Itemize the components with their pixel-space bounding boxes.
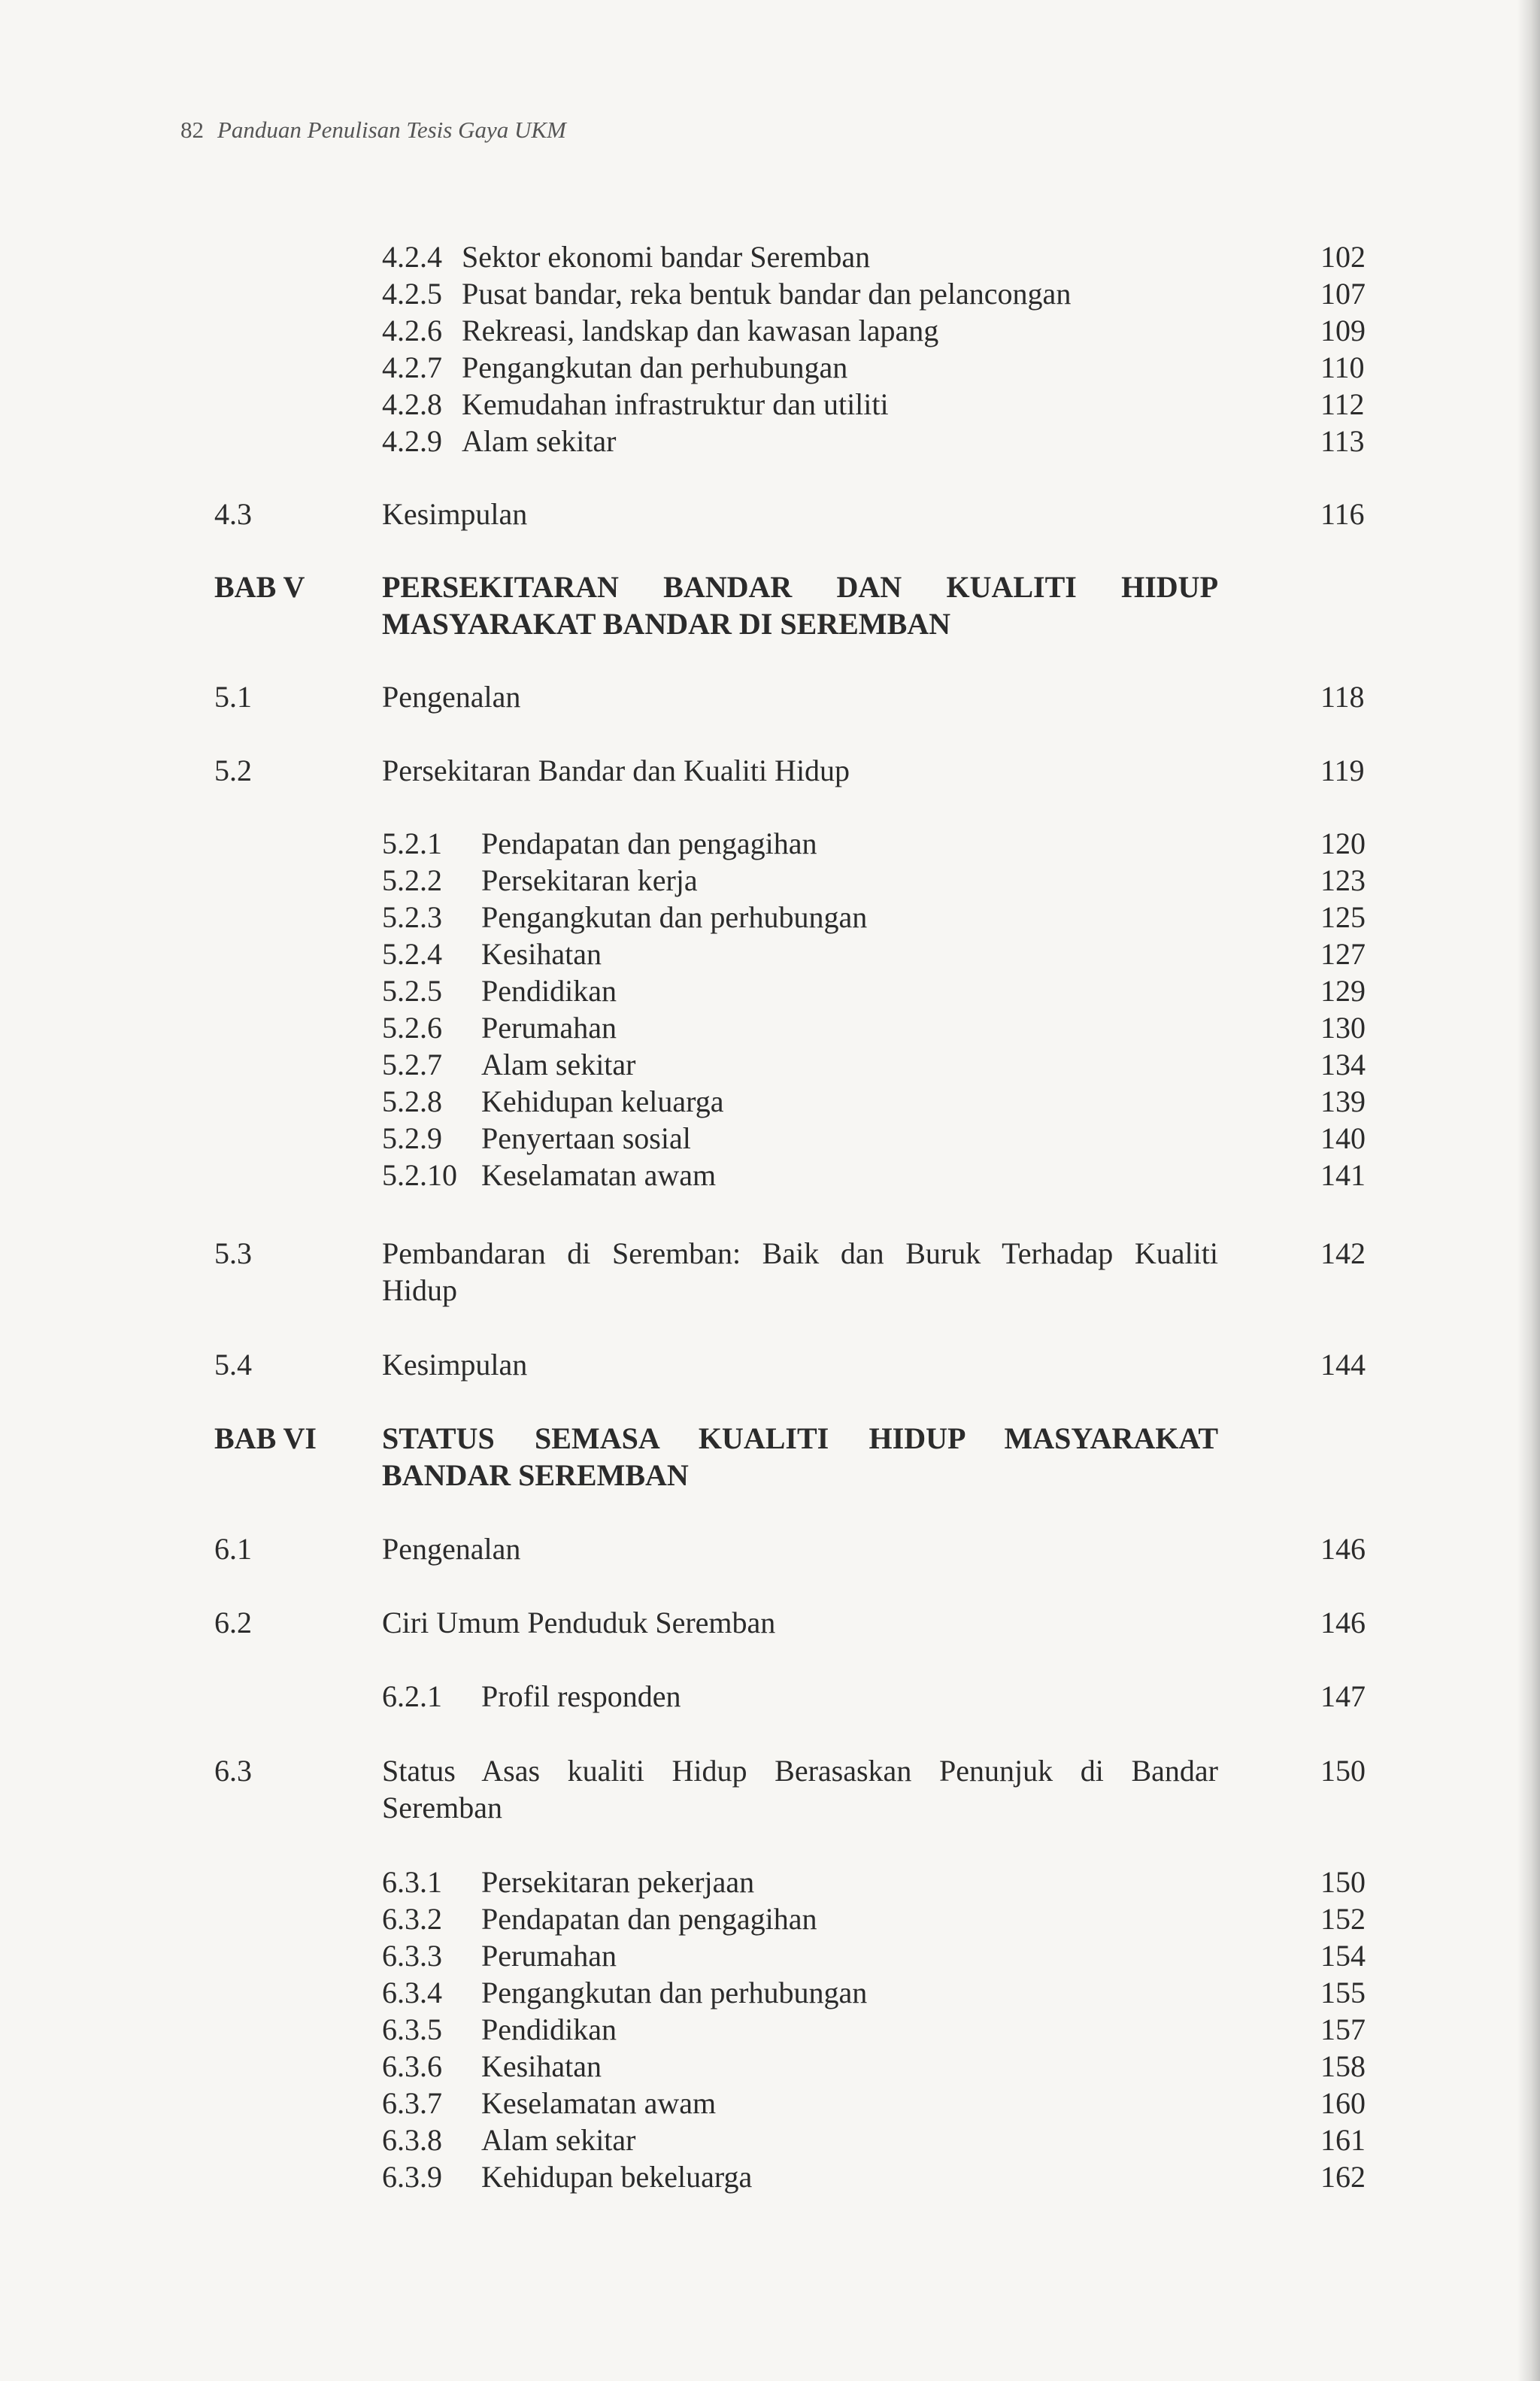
toc-entry-title: Pengangkutan dan perhubungan — [462, 350, 848, 384]
toc-section-page: 150 — [1320, 1754, 1366, 1788]
toc-chapter-title-line2: MASYARAKAT BANDAR DI SEREMBAN — [382, 607, 951, 641]
header-page-number: 82 — [180, 117, 204, 143]
toc-section-page: 144 — [1320, 1348, 1366, 1382]
toc-section-number: 6.2 — [214, 1606, 252, 1639]
toc-entry-number: 4.2.4 — [382, 240, 442, 274]
toc-entry-number: 6.3.7 — [382, 2086, 442, 2120]
toc-entry-page: 160 — [1320, 2086, 1366, 2120]
toc-entry-page: 125 — [1320, 900, 1366, 934]
toc-section-page: 116 — [1320, 497, 1365, 531]
toc-entry-title: Profil responden — [481, 1679, 681, 1713]
toc-entry-number: 5.2.3 — [382, 900, 442, 934]
toc-section-number: 6.3 — [214, 1754, 252, 1788]
toc-section-title: Persekitaran Bandar dan Kualiti Hidup — [382, 754, 850, 787]
toc-entry-number: 6.3.3 — [382, 1939, 442, 1973]
toc-entry-title: Pengangkutan dan perhubungan — [481, 1976, 868, 2009]
toc-entry-page: 141 — [1320, 1158, 1366, 1192]
toc-entry-number: 6.3.8 — [382, 2123, 442, 2157]
toc-entry-page: 162 — [1320, 2160, 1366, 2194]
toc-entry-title: Keselamatan awam — [481, 1158, 717, 1192]
toc-entry-number: 6.3.6 — [382, 2049, 442, 2083]
toc-entry-page: 157 — [1320, 2012, 1366, 2046]
toc-section-title: Kesimpulan — [382, 497, 528, 531]
toc-entry-page: 139 — [1320, 1084, 1366, 1118]
toc-chapter-number: BAB V — [214, 570, 305, 604]
toc-entry-page: 113 — [1320, 424, 1365, 458]
toc-entry-title: Kesihatan — [481, 937, 602, 971]
toc-entry-page: 107 — [1320, 277, 1366, 311]
toc-entry-title: Penyertaan sosial — [481, 1121, 691, 1155]
toc-entry-page: 123 — [1320, 863, 1366, 897]
toc-chapter-title-line2: BANDAR SEREMBAN — [382, 1458, 689, 1492]
toc-section-title-line1: Status Asas kualiti Hidup Berasaskan Penunjuk di Bandar — [382, 1754, 1218, 1788]
toc-entry-title: Persekitaran pekerjaan — [481, 1865, 755, 1899]
toc-section-number: 6.1 — [214, 1532, 252, 1566]
toc-entry-number: 5.2.1 — [382, 827, 442, 860]
toc-entry-number: 6.3.4 — [382, 1976, 442, 2009]
toc-section-title-line2: Seremban — [382, 1791, 502, 1824]
toc-entry-title: Kemudahan infrastruktur dan utiliti — [462, 387, 889, 421]
toc-entry-page: 127 — [1320, 937, 1366, 971]
toc-entry-title: Kehidupan bekeluarga — [481, 2160, 753, 2194]
toc-section-title-line2: Hidup — [382, 1273, 457, 1307]
toc-section-title: Pengenalan — [382, 1532, 521, 1566]
toc-chapter-title-line1: STATUS SEMASA KUALITI HIDUP MASYARAKAT — [382, 1421, 1218, 1455]
header-book-title: Panduan Penulisan Tesis Gaya UKM — [217, 117, 566, 143]
toc-entry-title: Perumahan — [481, 1011, 617, 1045]
toc-entry-page: 140 — [1320, 1121, 1366, 1155]
toc-entry-number: 6.3.2 — [382, 1902, 442, 1936]
toc-entry-number: 5.2.9 — [382, 1121, 442, 1155]
toc-entry-number: 5.2.4 — [382, 937, 442, 971]
toc-section-page: 119 — [1320, 754, 1365, 787]
toc-entry-number: 6.3.5 — [382, 2012, 442, 2046]
toc-entry-page: 110 — [1320, 350, 1365, 384]
toc-entry-page: 134 — [1320, 1048, 1366, 1081]
toc-section-page: 142 — [1320, 1236, 1366, 1270]
toc-section-page: 146 — [1320, 1606, 1366, 1639]
toc-entry-number: 6.3.1 — [382, 1865, 442, 1899]
toc-section-number: 5.2 — [214, 754, 252, 787]
toc-entry-title: Keselamatan awam — [481, 2086, 717, 2120]
toc-entry-title: Pendapatan dan pengagihan — [481, 1902, 817, 1936]
toc-entry-number: 5.2.6 — [382, 1011, 442, 1045]
toc-entry-title: Pusat bandar, reka bentuk bandar dan pelancongan — [462, 277, 1072, 311]
toc-entry-page: 158 — [1320, 2049, 1366, 2083]
toc-entry-title: Alam sekitar — [481, 2123, 636, 2157]
toc-entry-page: 152 — [1320, 1902, 1366, 1936]
toc-entry-number: 5.2.5 — [382, 974, 442, 1008]
toc-section-number: 5.3 — [214, 1236, 252, 1270]
toc-section-title: Kesimpulan — [382, 1348, 528, 1382]
toc-entry-page: 154 — [1320, 1939, 1366, 1973]
toc-section-title: Pengenalan — [382, 680, 521, 714]
toc-entry-title: Pengangkutan dan perhubungan — [481, 900, 868, 934]
toc-entry-page: 150 — [1320, 1865, 1366, 1899]
toc-section-number: 4.3 — [214, 497, 252, 531]
toc-entry-number: 5.2.8 — [382, 1084, 442, 1118]
toc-entry-page: 161 — [1320, 2123, 1366, 2157]
toc-entry-number: 4.2.8 — [382, 387, 442, 421]
toc-entry-title: Perumahan — [481, 1939, 617, 1973]
toc-entry-title: Rekreasi, landskap dan kawasan lapang — [462, 314, 939, 347]
toc-entry-title: Kehidupan keluarga — [481, 1084, 724, 1118]
toc-entry-number: 4.2.6 — [382, 314, 442, 347]
toc-section-title: Ciri Umum Penduduk Seremban — [382, 1606, 776, 1639]
toc-entry-number: 6.3.9 — [382, 2160, 442, 2194]
toc-section-title-line1: Pembandaran di Seremban: Baik dan Buruk Terhadap Kualiti — [382, 1236, 1218, 1270]
toc-entry-number: 4.2.5 — [382, 277, 442, 311]
toc-chapter-number: BAB VI — [214, 1421, 317, 1455]
toc-chapter-title-line1: PERSEKITARAN BANDAR DAN KUALITI HIDUP — [382, 570, 1218, 604]
toc-entry-number: 4.2.7 — [382, 350, 442, 384]
toc-entry-title: Pendapatan dan pengagihan — [481, 827, 817, 860]
toc-entry-title: Persekitaran kerja — [481, 863, 698, 897]
toc-entry-page: 109 — [1320, 314, 1366, 347]
toc-entry-title: Alam sekitar — [462, 424, 617, 458]
toc-entry-page: 120 — [1320, 827, 1366, 860]
toc-section-page: 146 — [1320, 1532, 1366, 1566]
toc-section-number: 5.4 — [214, 1348, 252, 1382]
toc-section-page: 118 — [1320, 680, 1365, 714]
toc-entry-number: 5.2.7 — [382, 1048, 442, 1081]
toc-entry-number: 5.2.2 — [382, 863, 442, 897]
toc-entry-title: Pendidikan — [481, 974, 617, 1008]
toc-entry-page: 102 — [1320, 240, 1366, 274]
toc-entry-page: 130 — [1320, 1011, 1366, 1045]
toc-entry-number: 5.2.10 — [382, 1158, 457, 1192]
toc-entry-title: Pendidikan — [481, 2012, 617, 2046]
toc-entry-title: Kesihatan — [481, 2049, 602, 2083]
toc-section-number: 5.1 — [214, 680, 252, 714]
toc-entry-title: Alam sekitar — [481, 1048, 636, 1081]
toc-entry-number: 4.2.9 — [382, 424, 442, 458]
toc-entry-page: 147 — [1320, 1679, 1366, 1713]
toc-entry-page: 155 — [1320, 1976, 1366, 2009]
toc-entry-number: 6.2.1 — [382, 1679, 442, 1713]
toc-entry-title: Sektor ekonomi bandar Seremban — [462, 240, 871, 274]
toc-entry-page: 129 — [1320, 974, 1366, 1008]
toc-entry-page: 112 — [1320, 387, 1365, 421]
